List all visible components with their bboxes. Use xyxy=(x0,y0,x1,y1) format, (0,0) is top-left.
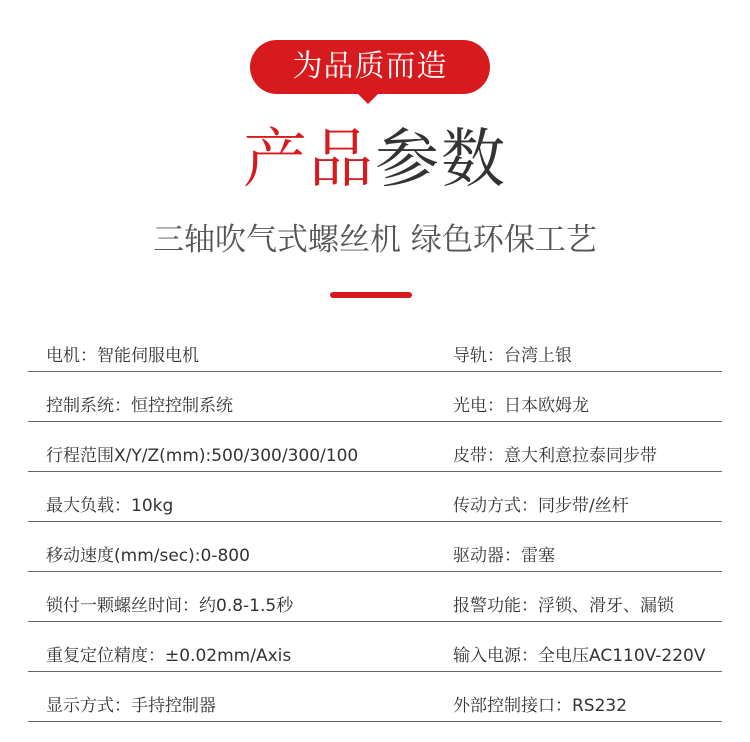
param-right: 报警功能：浮锁、滑牙、漏锁 xyxy=(453,596,674,616)
table-row xyxy=(28,672,722,722)
page-title xyxy=(0,120,750,200)
param-right: 输入电源：全电压AC110V-220V xyxy=(453,646,706,666)
params-table xyxy=(28,322,722,722)
param-right: 外部控制接口：RS232 xyxy=(453,696,628,716)
table-row xyxy=(28,322,722,372)
param-left: 行程范围X/Y/Z(mm):500/300/300/100 xyxy=(46,446,359,466)
page-subtitle: 三轴吹气式螺丝机 绿色环保工艺 xyxy=(153,222,597,258)
param-left: 最大负载：10kg xyxy=(46,496,174,516)
param-left: 电机：智能伺服电机 xyxy=(46,346,199,366)
title-highlight: 产品 xyxy=(243,123,375,197)
table-row xyxy=(28,522,722,572)
table-row xyxy=(28,572,722,622)
slogan-badge: 为品质而造 xyxy=(250,40,490,94)
param-right: 驱动器：雷塞 xyxy=(453,546,555,566)
param-left: 控制系统：恒控控制系统 xyxy=(46,396,233,416)
title-rest: 参数 xyxy=(375,123,507,197)
param-left: 锁付一颗螺丝时间：约0.8-1.5秒 xyxy=(46,596,294,616)
title-underline xyxy=(330,292,412,298)
param-right: 导轨：台湾上银 xyxy=(453,346,572,366)
param-left: 移动速度(mm/sec):0-800 xyxy=(46,546,250,566)
badge-pointer xyxy=(356,92,380,104)
param-right: 传动方式：同步带/丝杆 xyxy=(453,496,629,516)
table-row xyxy=(28,422,722,472)
table-row xyxy=(28,622,722,672)
table-row xyxy=(28,372,722,422)
table-row xyxy=(28,472,722,522)
param-right: 光电：日本欧姆龙 xyxy=(453,396,589,416)
param-right: 皮带：意大利意拉泰同步带 xyxy=(453,446,657,466)
param-left: 重复定位精度：±0.02mm/Axis xyxy=(46,646,292,666)
param-left: 显示方式：手持控制器 xyxy=(46,696,216,716)
